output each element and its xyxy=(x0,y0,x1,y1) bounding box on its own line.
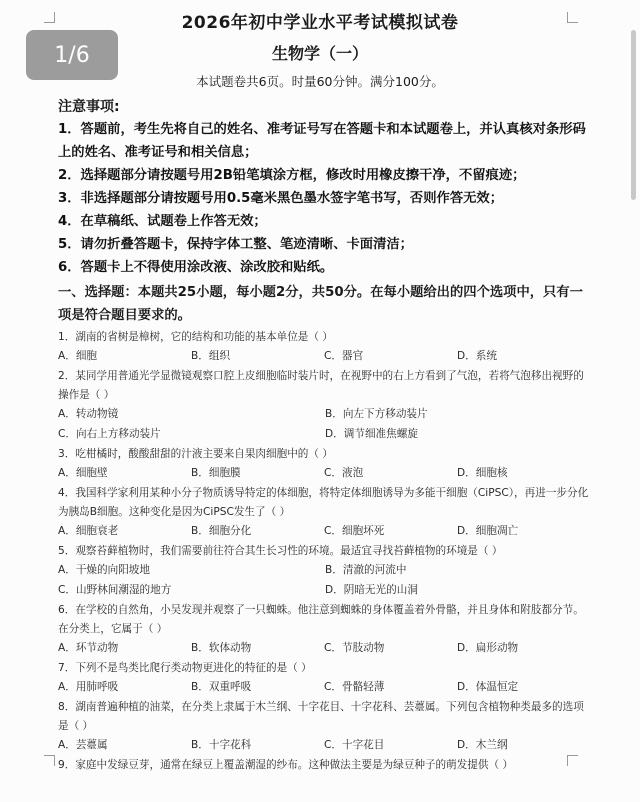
option-item: A．干燥的向阳坡地 xyxy=(58,564,150,576)
scrollbar-thumb[interactable] xyxy=(631,30,636,200)
option-item: C．液泡 xyxy=(324,467,364,479)
note-item: 5．请勿折叠答题卡，保持字体工整、笔迹清晰、卡面清洁； xyxy=(58,237,413,252)
option-row xyxy=(58,581,592,600)
option-item: A．细胞衰老 xyxy=(58,525,119,537)
option-item: D．体温恒定 xyxy=(457,681,519,693)
option-item: B．向左下方移动装片 xyxy=(325,408,428,420)
question-text: 5．观察苔藓植物时，我们需要前往符合其生长习性的环境。最适宜寻找苔藓植物的环境是（ ） xyxy=(58,545,503,557)
exam-info: 本试题卷共6页。时量60分钟。满分100分。 xyxy=(196,74,444,89)
question-text: 4．我国科学家利用某种小分子物质诱导特定的体细胞，将特定体细胞诱导为多能干细胞（CiPSC），再进一步分化为胰岛B细胞。这种变化是因为CiPSC发生了（ ） xyxy=(58,487,589,518)
option-row xyxy=(58,464,592,483)
option-item: A．细胞壁 xyxy=(58,467,108,479)
option-row xyxy=(58,736,592,755)
option-row xyxy=(58,405,592,424)
option-item: C．向右上方移动装片 xyxy=(58,428,161,440)
section-heading: 一、选择题：本题共25小题，每小题2分，共50分。在每小题给出的四个选项中，只有一项是符合题目要求的。 xyxy=(58,285,583,323)
question-text: 2．某同学用普通光学显微镜观察口腔上皮细胞临时装片时，在视野中的右上方看到了气泡，若将气泡移出视野的操作是（ ） xyxy=(58,370,584,401)
option-item: C．十字花目 xyxy=(324,739,385,751)
note-item: 2．选择题部分请按题号用2B铅笔填涂方框，修改时用橡皮擦干净，不留痕迹； xyxy=(58,168,526,183)
option-item: B．清澈的河流中 xyxy=(325,564,407,576)
question-text: 3．吃柑橘时，酸酸甜甜的汁液主要来自果肉细胞中的（ ） xyxy=(58,448,333,460)
option-item: C．细胞坏死 xyxy=(324,525,385,537)
option-row xyxy=(58,522,592,541)
option-item: C．山野林间潮湿的地方 xyxy=(58,584,172,596)
option-item: A．环节动物 xyxy=(58,642,119,654)
option-item: C．节肢动物 xyxy=(324,642,385,654)
option-item: D．细胞核 xyxy=(457,467,508,479)
exam-subject: 生物学（一） xyxy=(271,44,368,63)
question-text: 7．下列不是鸟类比爬行类动物更进化的特征的是（ ） xyxy=(58,662,312,674)
question-text: 8．湖南普遍种植的油菜，在分类上隶属于木兰纲、十字花目、十字花科、芸薹属。下列包含植物种类最多的选项是（ ） xyxy=(58,701,584,732)
note-item: 6．答题卡上不得使用涂改液、涂改胶和贴纸。 xyxy=(58,260,334,275)
option-item: D．扁形动物 xyxy=(457,642,519,654)
option-item: C．器官 xyxy=(324,350,364,362)
option-item: B．细胞膜 xyxy=(191,467,241,479)
crop-mark-bottom-left xyxy=(44,755,55,766)
notes-heading: 注意事项: xyxy=(58,99,120,115)
option-item: A．用肺呼吸 xyxy=(58,681,119,693)
option-row xyxy=(58,561,592,580)
option-item: A．芸薹属 xyxy=(58,739,108,751)
option-item: D．系统 xyxy=(457,350,497,362)
option-item: B．软体动物 xyxy=(191,642,252,654)
exam-title: 2026年初中学业水平考试模拟试卷 xyxy=(181,13,459,33)
note-item: 3．非选择题部分请按题号用0.5毫米黑色墨水签字笔书写，否则作答无效； xyxy=(58,191,504,206)
page-indicator: 1/6 xyxy=(26,30,118,80)
exam-content xyxy=(58,94,592,775)
option-row xyxy=(58,639,592,658)
option-item: C．骨骼轻薄 xyxy=(324,681,385,693)
question-list xyxy=(58,328,592,775)
note-item: 1．答题前，考生先将自己的姓名、准考证号写在答题卡和本试题卷上，并认真核对条形码上的姓名、准考证号和相关信息； xyxy=(58,122,586,160)
option-item: A．转动物镜 xyxy=(58,408,119,420)
option-item: D．木兰纲 xyxy=(457,739,508,751)
option-row xyxy=(58,678,592,697)
option-item: B．双重呼吸 xyxy=(191,681,252,693)
option-item: B．十字花科 xyxy=(191,739,252,751)
option-row xyxy=(58,347,592,366)
note-item: 4．在草稿纸、试题卷上作答无效； xyxy=(58,214,267,229)
option-item: D．调节细准焦螺旋 xyxy=(325,428,418,440)
option-item: D．阴暗无光的山洞 xyxy=(325,584,418,596)
option-row xyxy=(58,425,592,444)
option-item: B．组织 xyxy=(191,350,231,362)
question-text: 1．湖南的省树是樟树，它的结构和功能的基本单位是（ ） xyxy=(58,331,333,343)
option-item: D．细胞凋亡 xyxy=(457,525,519,537)
question-text: 6．在学校的自然角，小吴发现并观察了一只蜘蛛。他注意到蜘蛛的身体覆盖着外骨骼，并且身体和附肢都分节。在分类上，它属于（ ） xyxy=(58,604,584,635)
option-item: A．细胞 xyxy=(58,350,98,362)
question-text: 9．家庭中发绿豆芽，通常在绿豆上覆盖潮湿的纱布。这种做法主要是为绿豆种子的萌发提供（ ） xyxy=(58,759,514,771)
option-item: B．细胞分化 xyxy=(191,525,252,537)
